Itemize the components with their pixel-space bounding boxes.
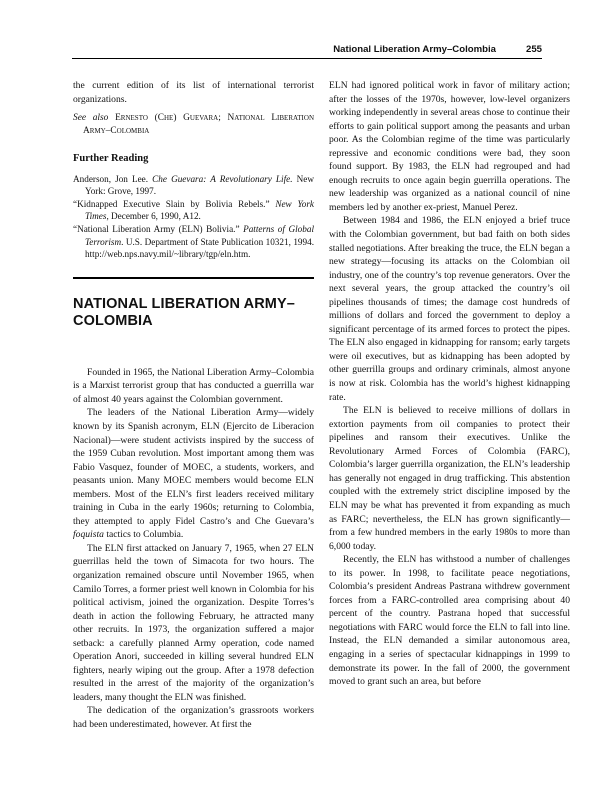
running-header-title: National Liberation Army–Colombia [333,44,496,55]
body-text: tactics to Columbia. [103,529,184,541]
reference-text: “Kidnapped Executive Slain by Bolivia Rebels.” [73,198,276,209]
foquista-term: foquista [73,529,104,541]
page-number: 255 [525,44,542,55]
left-column [73,79,314,732]
body-paragraph: The dedication of the organization’s grassroots workers had been underestimated, however. At first the [73,705,314,731]
reference-title: Patterns of Global Terrorism [85,224,315,247]
right-column [329,79,570,689]
reference-title: New York Times [85,198,314,222]
further-reading-heading: Further Reading [73,153,149,165]
continuation-text: the current edition of its list of international terrorist organizations. [73,80,314,105]
see-also-label: See also [73,113,109,124]
body-paragraph: ELN had ignored political work in favor of military action; after the losses of the 1970s, however, low-level organizers working independently in several areas chose to continue their efforts to gain political support among the peasants and urban poor. As the Colombian regime of the time was particularly repressive and economic conditions were bad, they soon found support. By 1983, the ELN had regrouped and had enough recruits to once again begin guerrilla operations. The new leadership was organized as a national council of nine members led by another ex-priest, Manuel Perez. [329,80,570,213]
entry-title: NATIONAL LIBERATION ARMY–COLOMBIA [73,295,295,330]
reference-text: , December 6, 1990, A12. [106,211,201,222]
reference-list [73,173,314,261]
body-paragraph: Founded in 1965, the National Liberation Army–Colombia is a Marxist terrorist group that has conducted a guerrilla war of almost 40 years against the Colombian government. [73,366,314,405]
reference-item [73,173,314,198]
reference-text: “National Liberation Army (ELN) Bolivia.” [73,224,244,235]
body-paragraph [73,406,314,541]
body-text: The leaders of the National Liberation Army—widely known by its Spanish acronym, ELN (Ejercito de Liberacion Nacional)—were student activists inspired by the success of the 1959 Cuban revolution. Most important among them was Fabio Vasquez, founder of MOEC, a students, workers, and peasants union. Many MOEC members would become ELN members. Most of the ELN’s first leaders received military training in Cuba in the early 1960s; returning to Colombia, they attempted to apply Fidel Castro’s and Che Guevara’s [73,407,314,527]
body-paragraph: The ELN is believed to receive millions of dollars in extortion payments from oil companies to protect their pipelines and ransom their executives. Unlike the Revolutionary Armed Forces of Colombia (FARC), Colombia’s larger guerrilla organization, the ELN’s leadership has generally not engaged in drug trafficking. This abstention coupled with the extremely strict discipline imposed by the ELN may be what has prevented it from expanding as much as FARC; nevertheless, the ELN has grown significantly—from a few hundred members in the early 1980s to more than 6,000 today. [329,405,570,552]
reference-text: New York: Grove, 1997. [85,173,314,197]
running-header [72,44,542,59]
see-also-links[interactable]: Ernesto (Che) Guevara; National Liberation Army–Colombia [83,113,314,136]
reference-item [73,198,314,223]
see-also [73,112,314,137]
body-paragraph: The ELN first attacked on January 7, 1965, when 27 ELN guerrillas held the town of Simacota for two hours. The organization remained obscure until November 1965, when Camilo Torres, a former priest well known in Colombia for his political activism, joined the organization. Despite Torres’s death in action the following February, he attracted many other recruits. In 1973, the organization suffered a major setback: a carefully planned Army operation, code named Operation Anori, succeeded in killing several hundred ELN fighters, nearly wiping out the group. After a 1978 defection resulted in the arrest of the majority of the organization’s leaders, many thought the ELN was finished. [73,542,314,703]
reference-text: . U.S. Department of State Publication 10321, 1994. http://web.nps.navy.mil/~library/tgp/eln.htm. [85,236,314,260]
body-paragraph: Recently, the ELN has withstood a number of challenges to its power. In 1998, to facilitate peace negotiations, Colombia’s president Andreas Pastrana withdrew government forces from a FARC-controlled area comprising about 40 percent of the country. Pastrana hoped that successful negotiations with FARC would force the ELN to fall into line. Instead, the ELN demanded a similar autonomous area, engaging in a series of spectacular kidnappings in 1999 to demonstrate its power. In the fall of 2000, the government moved to grant such an area, but before [329,554,570,688]
reference-text: Anderson, Jon Lee. [73,173,153,184]
reference-item [73,223,314,261]
body-paragraph: Between 1984 and 1986, the ELN enjoyed a brief truce with the Colombian government, but bad faith on both sides stalled negotiations. After breaking the truce, the ELN began a new strategy—focusing its attacks on the Colombian oil industry, one of the country’s top revenue generators. Over the next several years, the group attacked the country’s oil pipelines thousands of times; the damage cost hundreds of millions of dollars and forced the government to deploy a significant percentage of its armed forces to protect the pipes. The ELN also engaged in kidnapping for ransom; early targets were oil executives, but as kidnapping has been adopted by other guerrilla groups and ordinary criminals, almost anyone is now at risk. Colombia has the world’s highest kidnapping rate. [329,215,570,403]
section-divider [73,277,314,279]
reference-title: Che Guevara: A Revolutionary Life. [152,173,293,184]
